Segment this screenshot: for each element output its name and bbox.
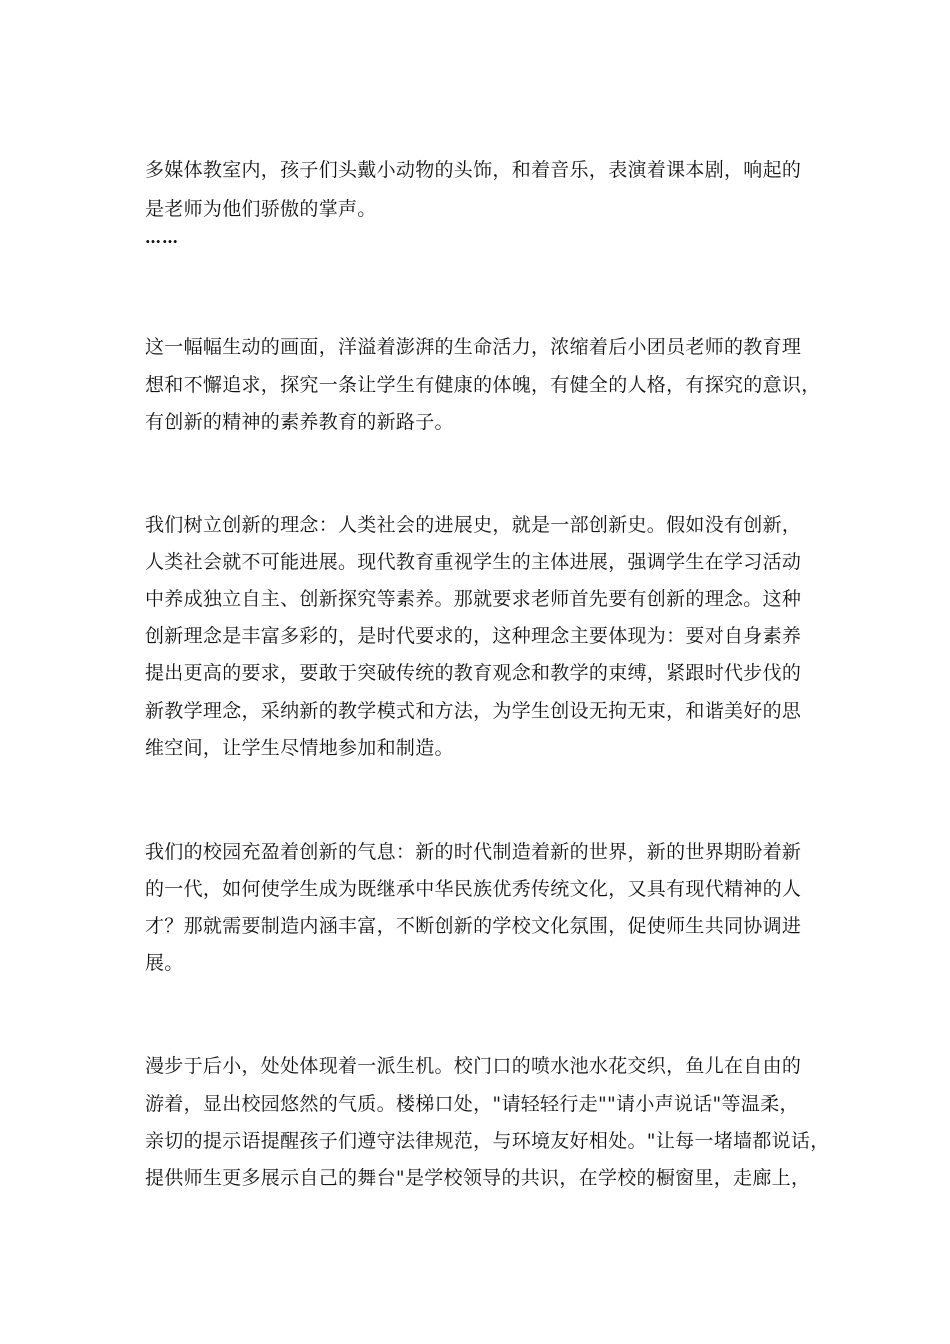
text-line: 我们树立创新的理念：人类社会的进展史，就是一部创新史。假如没有创新，	[145, 514, 802, 536]
ellipsis-marker: ……	[145, 228, 179, 247]
text-line: 亲切的提示语提醒孩子们遵守法律规范，与环境友好相处。"让每一堵墙都说话，	[145, 1130, 830, 1152]
text-line: 维空间，让学生尽情地参加和制造。	[145, 737, 454, 759]
text-line: 游着，显出校园悠然的气质。楼梯口处，"请轻轻行走""请小声说话"等温柔，	[145, 1093, 799, 1115]
text-line: 中养成独立自主、创新探究等素养。那就要求老师首先要有创新的理念。这种	[145, 588, 802, 610]
text-line: 漫步于后小，处处体现着一派生机。校门口的喷水池水花交织，鱼儿在自由的	[145, 1055, 802, 1077]
text-line: 这一幅幅生动的画面，洋溢着澎湃的生命活力，浓缩着后小团员老师的教育理	[145, 336, 802, 358]
text-line: 的一代，如何使学生成为既继承中华民族优秀传统文化，又具有现代精神的人	[145, 878, 802, 900]
text-line: 新教学理念，采纳新的教学模式和方法，为学生创设无拘无束，和谐美好的思	[145, 700, 802, 722]
text-line: 人类社会就不可能进展。现代教育重视学生的主体进展，强调学生在学习活动	[145, 551, 802, 573]
text-line: 提供师生更多展示自己的舞台"是学校领导的共识，在学校的橱窗里，走廊上，	[145, 1167, 811, 1189]
text-line: 展。	[145, 952, 184, 974]
text-line: 多媒体教室内，孩子们头戴小动物的头饰，和着音乐，表演着课本剧，响起的	[145, 159, 802, 181]
text-line: 提出更高的要求，要敢于突破传统的教育观念和教学的束缚，紧跟时代步伐的	[145, 662, 802, 684]
text-line: 才？那就需要制造内涵丰富，不断创新的学校文化氛围，促使师生共同协调进	[145, 915, 802, 937]
text-line: 有创新的精神的素养教育的新路子。	[145, 411, 454, 433]
text-line: 创新理念是丰富多彩的，是时代要求的，这种理念主要体现为：要对自身素养	[145, 625, 802, 647]
text-line: 想和不懈追求，探究一条让学生有健康的体魄，有健全的人格，有探究的意识，	[145, 374, 821, 396]
text-line: 是老师为他们骄傲的掌声。	[145, 198, 377, 220]
text-line: 我们的校园充盈着创新的气息：新的时代制造着新的世界，新的世界期盼着新	[145, 841, 802, 863]
